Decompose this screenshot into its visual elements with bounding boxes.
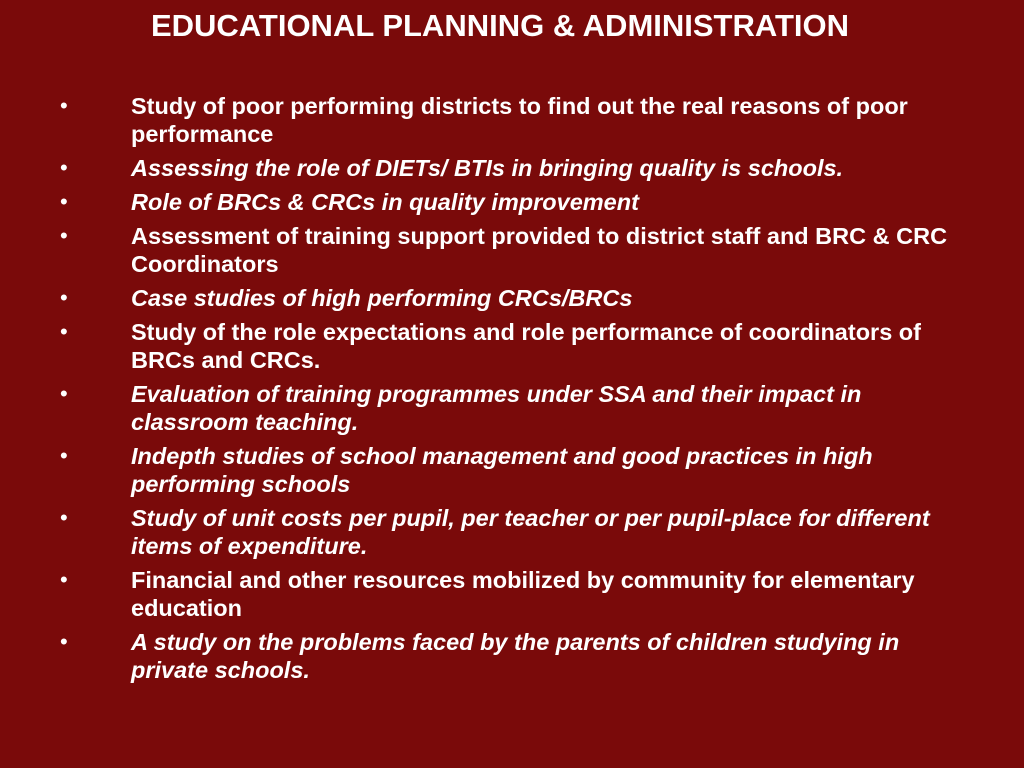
bullet-marker: • — [60, 505, 68, 530]
bullet-marker: • — [60, 285, 68, 310]
bullet-marker: • — [60, 155, 68, 180]
bullet-text: Role of BRCs & CRCs in quality improvement — [131, 189, 639, 215]
bullet-text: Study of the role expectations and role performance of coordinators of BRCs and CRCs. — [131, 319, 921, 373]
bullet-marker: • — [60, 443, 68, 468]
bullet-marker: • — [60, 381, 68, 406]
slide-title: EDUCATIONAL PLANNING & ADMINISTRATION — [150, 8, 850, 43]
bullet-marker: • — [60, 189, 68, 214]
bullet-item — [58, 442, 978, 498]
bullet-item — [58, 628, 978, 684]
bullet-text: Study of unit costs per pupil, per teacher or per pupil-place for different items of expenditure. — [131, 505, 930, 559]
bullet-item — [58, 318, 978, 374]
bullet-text: Financial and other resources mobilized by community for elementary education — [131, 567, 915, 621]
bullet-text: Case studies of high performing CRCs/BRCs — [131, 285, 633, 311]
bullet-marker: • — [60, 629, 68, 654]
bullet-text: Assessing the role of DIETs/ BTIs in bringing quality is schools. — [131, 155, 844, 181]
bullet-item — [58, 380, 978, 436]
bullet-item — [58, 504, 978, 560]
bullet-text: Indepth studies of school management and good practices in high performing schools — [131, 443, 873, 497]
bullet-text: Assessment of training support provided to district staff and BRC & CRC Coordinators — [131, 223, 948, 277]
bullet-marker: • — [60, 319, 68, 344]
bullet-marker: • — [60, 223, 68, 248]
bullet-item — [58, 566, 978, 622]
bullet-item — [58, 92, 978, 148]
bullet-text: A study on the problems faced by the parents of children studying in private schools. — [131, 629, 900, 683]
bullet-marker: • — [60, 567, 68, 592]
bullet-text: Study of poor performing districts to find out the real reasons of poor performance — [131, 93, 908, 147]
bullet-item — [58, 154, 978, 182]
bullet-text: Evaluation of training programmes under SSA and their impact in classroom teaching. — [131, 381, 862, 435]
bullet-item — [58, 284, 978, 312]
bullet-item — [58, 222, 978, 278]
bullet-item — [58, 188, 978, 216]
bullet-marker: • — [60, 93, 68, 118]
bullet-list — [58, 92, 978, 690]
